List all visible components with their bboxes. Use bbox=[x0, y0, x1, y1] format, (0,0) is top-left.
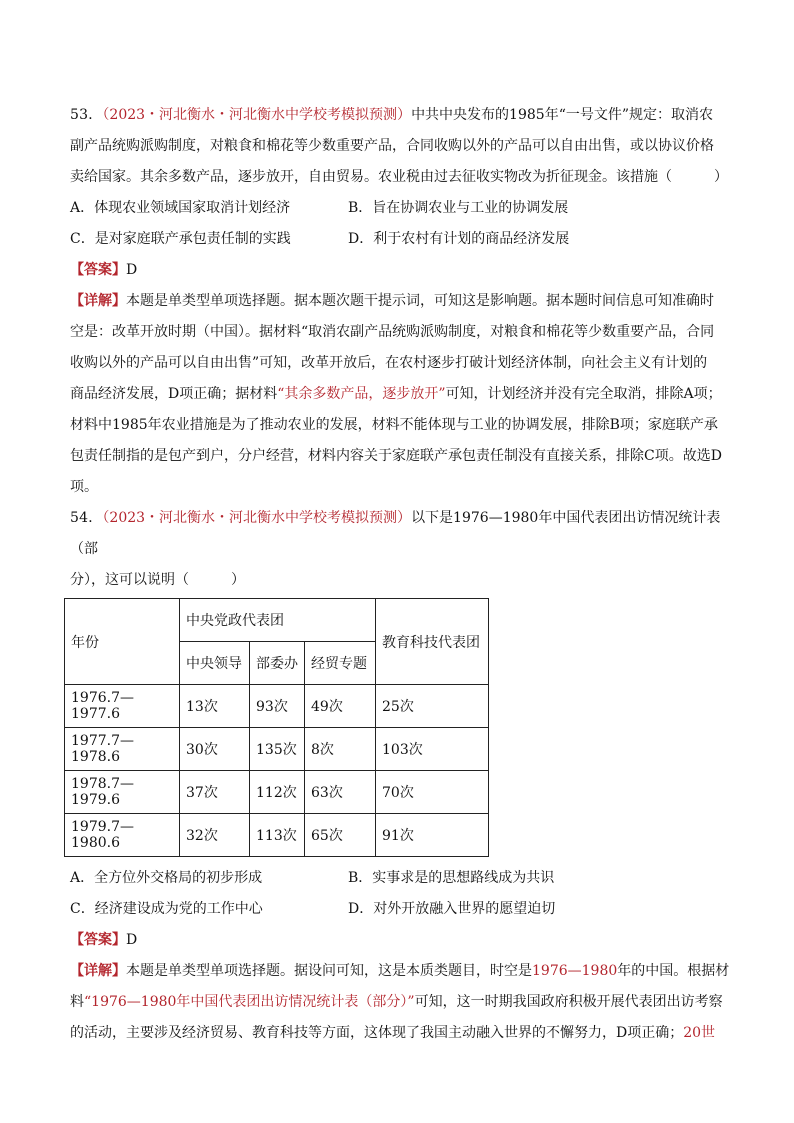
stem-line: 副产品统购派购制度，对粮食和棉花等少数重要产品，合同收购以外的产品可以自由出售，或以协议价格 bbox=[70, 138, 714, 154]
stem-line: 卖给国家。其余多数产品，逐步放开，自由贸易。农业税由过去征收实物改为折征现金。该措施（ ） bbox=[70, 169, 728, 185]
q54-answer bbox=[70, 925, 730, 956]
answer-tag: 【答案】 bbox=[70, 932, 126, 948]
table-row bbox=[65, 771, 489, 814]
q54-detail bbox=[70, 956, 730, 1049]
cell-trade: 65次 bbox=[305, 814, 376, 857]
option-c: C．是对家庭联产承包责任制的实践 bbox=[70, 231, 291, 247]
question-source: （2023・河北衡水・河北衡水中学校考模拟预测） bbox=[102, 107, 412, 123]
detail-highlight: “1976—1980年中国代表团出访情况统计表（部分）” bbox=[84, 994, 415, 1010]
cell-edu: 103次 bbox=[376, 728, 489, 771]
cell-leaders: 32次 bbox=[180, 814, 250, 857]
detail-highlight: 20世 bbox=[683, 1025, 716, 1041]
cell-leaders: 30次 bbox=[180, 728, 250, 771]
cell-period: 1978.7—1979.6 bbox=[65, 771, 180, 814]
stem-line: 中共中央发布的1985年“一号文件”规定：取消农 bbox=[411, 107, 714, 123]
detail-line: 年的中国。根据材 bbox=[617, 963, 730, 979]
detail-line: 项。 bbox=[70, 479, 98, 495]
cell-period: 1976.7—1977.6 bbox=[65, 685, 180, 728]
cell-ministries: 113次 bbox=[250, 814, 305, 857]
option-a: A．体现农业领域国家取消计划经济 bbox=[70, 200, 291, 216]
detail-tag: 【详解】 bbox=[70, 963, 126, 979]
question-54 bbox=[70, 503, 730, 1049]
q53-stem bbox=[70, 100, 730, 193]
header-leaders: 中央领导 bbox=[180, 642, 250, 685]
question-number: 53． bbox=[70, 107, 103, 123]
detail-line: 商品经济发展，D项正确；据材料 bbox=[70, 386, 278, 402]
option-b: B．实事求是的思想路线成为共识 bbox=[348, 870, 555, 886]
stem-line: 以下是1976—1980年中国代表团出访情况统计表（部 bbox=[70, 510, 721, 557]
header-central-group: 中央党政代表团 bbox=[180, 599, 376, 642]
detail-line: 可知，计划经济并没有完全取消，排除A项； bbox=[445, 386, 722, 402]
detail-line: 料 bbox=[70, 994, 84, 1010]
table-row bbox=[65, 728, 489, 771]
question-source: （2023・河北衡水・河北衡水中学校考模拟预测） bbox=[102, 510, 412, 526]
q53-detail bbox=[70, 286, 730, 503]
question-number: 54． bbox=[70, 510, 103, 526]
option-c: C．经济建设成为党的工作中心 bbox=[70, 901, 263, 917]
detail-line: 收购以外的产品可以自由出售”可知，改革开放后，在农村逐步打破计划经济体制，向社会主义有计划的 bbox=[70, 355, 708, 371]
header-edu: 教育科技代表团 bbox=[376, 599, 489, 685]
cell-edu: 91次 bbox=[376, 814, 489, 857]
cell-period: 1977.7—1978.6 bbox=[65, 728, 180, 771]
cell-edu: 25次 bbox=[376, 685, 489, 728]
cell-edu: 70次 bbox=[376, 771, 489, 814]
detail-line: 包责任制指的是包产到户，分户经营，材料内容关于家庭联产承包责任制没有直接关系，排除C项。故选D bbox=[70, 448, 722, 464]
question-53 bbox=[70, 100, 730, 503]
answer-tag: 【答案】 bbox=[70, 262, 126, 278]
detail-highlight: 1976—1980 bbox=[532, 963, 618, 979]
cell-ministries: 135次 bbox=[250, 728, 305, 771]
option-b: B．旨在协调农业与工业的协调发展 bbox=[348, 200, 569, 216]
cell-ministries: 93次 bbox=[250, 685, 305, 728]
page-content bbox=[70, 100, 730, 1049]
option-a: A．全方位外交格局的初步形成 bbox=[70, 870, 263, 886]
answer-value: D bbox=[126, 932, 138, 948]
detail-line: 本题是单类型单项选择题。据本题次题干提示词，可知这是影响题。据本题时间信息可知准确时 bbox=[126, 293, 714, 309]
cell-trade: 49次 bbox=[305, 685, 376, 728]
answer-value: D bbox=[126, 262, 138, 278]
delegation-table bbox=[64, 598, 489, 857]
q54-stem bbox=[70, 503, 730, 596]
detail-line: 本题是单类型单项选择题。据设问可知，这是本质类题目，时空是 bbox=[126, 963, 532, 979]
cell-period: 1979.7—1980.6 bbox=[65, 814, 180, 857]
detail-tag: 【详解】 bbox=[70, 293, 126, 309]
cell-leaders: 37次 bbox=[180, 771, 250, 814]
cell-trade: 8次 bbox=[305, 728, 376, 771]
q53-answer bbox=[70, 255, 730, 286]
header-ministries: 部委办 bbox=[250, 642, 305, 685]
header-trade: 经贸专题 bbox=[305, 642, 376, 685]
detail-line: 的活动，主要涉及经济贸易、教育科技等方面，这体现了我国主动融入世界的不懈努力，D项正确； bbox=[70, 1025, 684, 1041]
table-row bbox=[65, 685, 489, 728]
detail-highlight: “其余多数产品，逐步放开” bbox=[277, 386, 446, 402]
header-year: 年份 bbox=[65, 599, 180, 685]
table-row bbox=[65, 814, 489, 857]
q54-options bbox=[70, 863, 730, 925]
detail-line: 材料中1985年农业措施是为了推动农业的发展，材料不能体现与工业的协调发展，排除B项；家庭联产承 bbox=[70, 417, 718, 433]
cell-trade: 63次 bbox=[305, 771, 376, 814]
option-d: D．对外开放融入世界的愿望迫切 bbox=[348, 901, 556, 917]
cell-ministries: 112次 bbox=[250, 771, 305, 814]
stem-line: 分），这可以说明（ ） bbox=[70, 572, 245, 588]
cell-leaders: 13次 bbox=[180, 685, 250, 728]
option-d: D．利于农村有计划的商品经济发展 bbox=[348, 231, 570, 247]
detail-line: 可知，这一时期我国政府积极开展代表团出访考察 bbox=[414, 994, 723, 1010]
detail-line: 空是：改革开放时期（中国）。据材料“取消农副产品统购派购制度，对粮食和棉花等少数重要产品，合同 bbox=[70, 324, 715, 340]
q53-options bbox=[70, 193, 730, 255]
